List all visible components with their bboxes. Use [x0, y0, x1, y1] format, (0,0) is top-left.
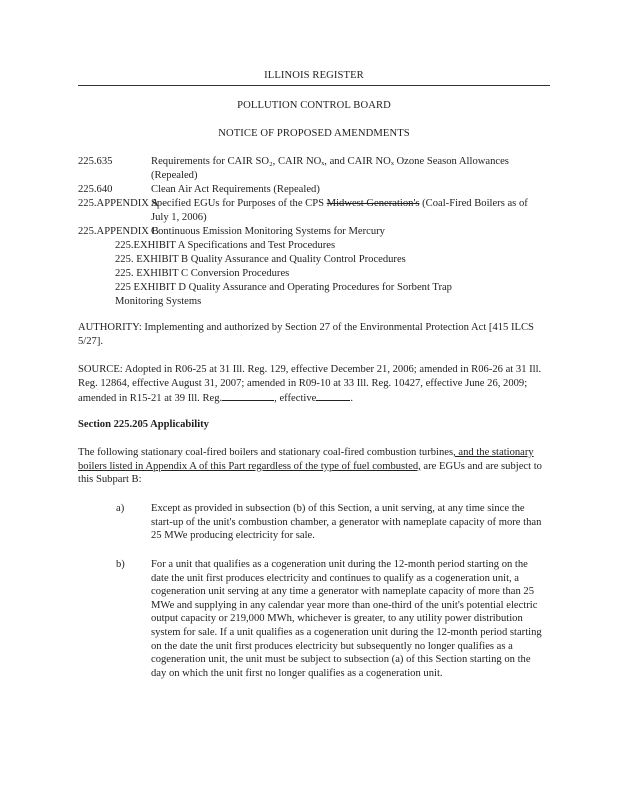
- item-text: For a unit that qualifies as a cogeneration unit during the 12-month period starting on the date the unit first produces electricity and continues to qualify as a cogeneration unit, a cogeneration unit serving at any time a generator with nameplate capacity of more than 25 MWe and supplying in any calendar year more than one-third of the unit's potential electric output capacity or 219,000 MWh, whichever is greater, to any utility power distribution system for sale. If a unit qualifies as a cogeneration unit during the 12-month period starting on the date the unit first produces electricity but subsequently no longer qualifies as a cogeneration unit, the unit must be subject to subsection (a) of this Section starting on the day on which the unit first no longer qualifies as a cogeneration unit.: [151, 559, 542, 679]
- intro-end: are EGUs and are subject to this Subpart B:: [78, 460, 542, 486]
- section-title-start: Specified EGUs for Purposes of the CPS: [151, 198, 327, 209]
- register-page-blank: [222, 390, 274, 401]
- register-title: ILLINOIS REGISTER: [264, 70, 364, 81]
- source-end: .: [350, 393, 353, 405]
- effective-date-blank: [316, 390, 350, 401]
- source-text: SOURCE: Adopted in R06-25 at 31 Ill. Reg. 129, effective December 21, 2006; amended in R06-26 at 31 Ill. Reg. 12864, effective August 31, 2007; amended in R09-10 at 33 Ill. Reg. 10427, effective June 26, 2009; amended in R15-21 at 39 Ill. Reg.: [78, 364, 542, 405]
- item-label: a): [116, 503, 125, 514]
- source-paragraph: [78, 363, 548, 406]
- exhibit-row: 225 EXHIBIT D Quality Assurance and Operating Procedures for Sorbent Trap Monitoring Systems: [115, 282, 452, 307]
- section-heading: Section 225.205 Applicability: [78, 419, 209, 430]
- source-effective: , effective: [274, 393, 317, 405]
- section-title: Continuous Emission Monitoring Systems for Mercury: [151, 226, 385, 237]
- section-number: 225.APPENDIX B: [78, 226, 159, 237]
- section-number: 225.640: [78, 184, 113, 195]
- struck-text: Midwest Generation's: [326, 198, 420, 209]
- authority-paragraph: AUTHORITY: Implementing and authorized by Section 27 of the Environmental Protection Act [415 ILCS 5/27].: [78, 322, 534, 347]
- section-number: 225.APPENDIX A: [78, 198, 159, 209]
- exhibit-row: 225. EXHIBIT B Quality Assurance and Quality Control Procedures: [115, 254, 406, 265]
- section-number: 225.635: [78, 156, 113, 167]
- section-title-end: (Coal-Fired Boilers as of July 1, 2006): [151, 198, 528, 223]
- intro-paragraph: [78, 446, 548, 487]
- exhibit-row: 225.EXHIBIT A Specifications and Test Procedures: [115, 240, 336, 251]
- section-title: Requirements for CAIR SO₂, CAIR NOₓ, and CAIR NOₓ Ozone Season Allowances (Repealed): [151, 156, 509, 181]
- board-title: POLLUTION CONTROL BOARD: [237, 100, 391, 111]
- inserted-text: , and the stationary boilers listed in Appendix A of this Part regardless of the type of fuel combusted,: [78, 447, 534, 472]
- item-label: b): [116, 559, 125, 570]
- notice-title: NOTICE OF PROPOSED AMENDMENTS: [218, 128, 410, 139]
- section-title: Clean Air Act Requirements (Repealed): [151, 184, 320, 195]
- item-text: Except as provided in subsection (b) of this Section, a unit serving, at any time since the start-up of the unit's combustion chamber, a generator with nameplate capacity of more than 25 MWe producing electricity for sale.: [151, 503, 542, 542]
- section-title: [151, 197, 547, 224]
- intro-start: The following stationary coal-fired boilers and stationary coal-fired combustion turbines: [78, 447, 454, 458]
- exhibit-row: 225. EXHIBIT C Conversion Procedures: [115, 268, 290, 279]
- header-rule: [78, 85, 550, 86]
